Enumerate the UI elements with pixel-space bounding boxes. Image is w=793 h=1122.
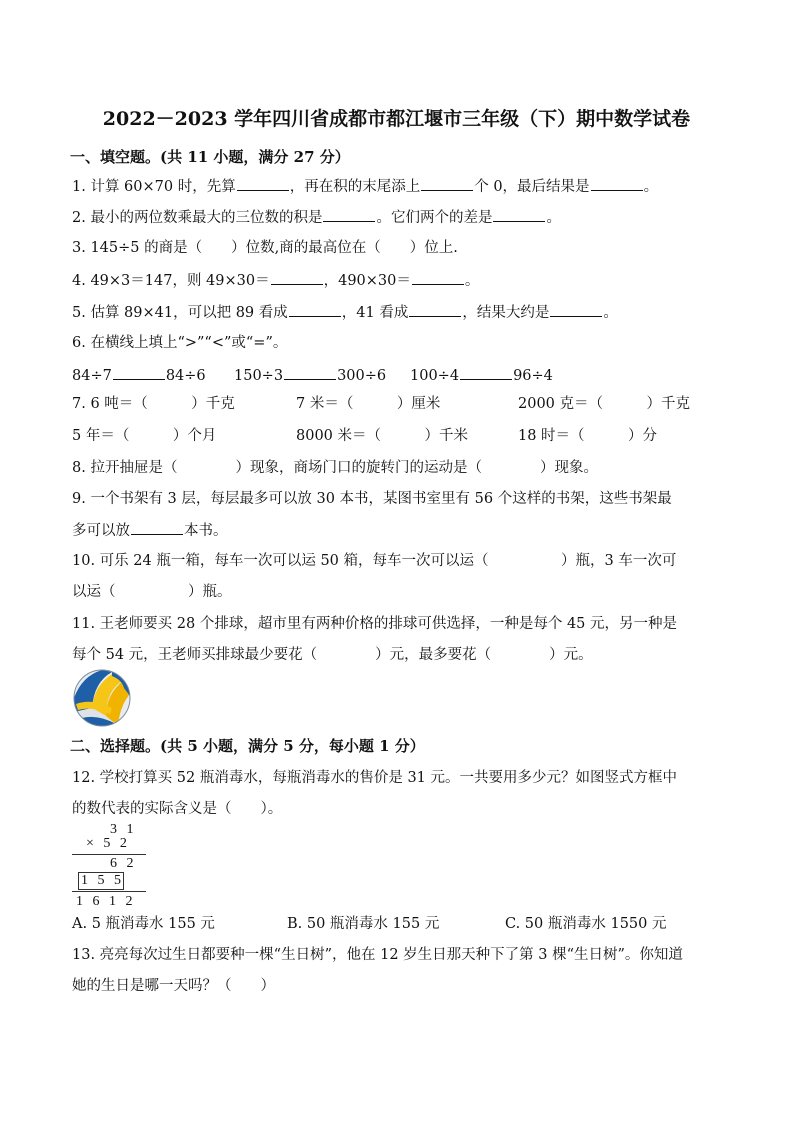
q9-text-a: 多可以放	[72, 523, 130, 539]
question-7-row2-col3: 18 时＝（ ）分	[518, 428, 658, 444]
question-3: 3. 145÷5 的商是（ ）位数,商的最高位在（ ）位上.	[72, 240, 458, 256]
vertical-row-4: 1 5 5	[81, 873, 124, 888]
answer-blank	[284, 365, 336, 380]
option-a: A. 5 瓶消毒水 155 元	[72, 916, 215, 932]
q2-text-c: 。	[546, 210, 561, 226]
section-1-heading: 一、填空题。(共 11 小题，满分 27 分）	[70, 148, 350, 166]
q4-text-a: 4. 49×3＝147，则 49×30＝	[72, 273, 270, 289]
page-title: 2022－2023 学年四川省成都市都江堰市三年级（下）期中数学试卷	[102, 108, 691, 130]
q5-text-c: ，结果大约是	[462, 305, 550, 321]
q5-text-a: 5. 估算 89×41，可以把 89 看成	[72, 305, 288, 321]
q1-text-a: 1. 计算 60×70 时，先算	[72, 179, 236, 195]
vertical-row-5: 1 6 1 2	[76, 894, 136, 909]
option-c: C. 50 瓶消毒水 1550 元	[505, 916, 667, 932]
q1-text-d: 。	[643, 179, 659, 195]
answer-blank	[421, 176, 473, 191]
q4-text-b: ，490×30＝	[323, 273, 411, 289]
question-11-line2: 每个 54 元，王老师买排球最少要花（ ）元，最多要花（ ）元。	[72, 647, 593, 663]
section-2-heading: 二、选择题。(共 5 小题，满分 5 分，每小题 1 分）	[70, 737, 425, 755]
question-7-row2-col2: 8000 米＝（ ）千米	[296, 428, 469, 444]
answer-blank	[271, 270, 323, 285]
q9-text-b: 本书。	[184, 523, 228, 539]
question-13-line2: 她的生日是哪一天吗？（ ）	[72, 978, 275, 994]
question-8: 8. 拉开抽屉是（ ）现象，商场门口的旋转门的运动是（ ）现象。	[72, 460, 598, 476]
vertical-row-2: × 5 2	[86, 836, 130, 851]
q2-text-a: 2. 最小的两位数乘最大的三位数的积是	[72, 210, 323, 226]
answer-blank	[237, 176, 289, 191]
vertical-row-1: 3 1	[110, 822, 137, 837]
volleyball-image	[72, 668, 132, 728]
question-10-line1: 10. 可乐 24 瓶一箱，每车一次可以运 50 箱，每车一次可以运（ ）瓶，3 车一次可	[72, 553, 677, 569]
option-b: B. 50 瓶消毒水 155 元	[287, 916, 440, 932]
question-7-row1-col3: 2000 克＝（ ）千克	[518, 396, 691, 412]
question-13-line1: 13. 亮亮每次过生日都要种一棵“生日树”，他在 12 岁生日那天种下了第 3 棵“生日树”。你知道	[72, 947, 683, 963]
q5-text-b: ，41 看成	[341, 305, 409, 321]
question-9-line1: 9. 一个书架有 3 层，每层最多可以放 30 本书，某图书室里有 56 个这样的书架，这些书架最	[72, 491, 672, 507]
answer-blank	[460, 365, 512, 380]
answer-blank	[323, 207, 375, 222]
answer-blank	[131, 520, 183, 535]
q1-text-b: ，再在积的末尾添上	[289, 179, 421, 195]
question-9-line2	[72, 520, 228, 541]
q1-text-c: 个 0，最后结果是	[474, 179, 590, 195]
vertical-rule	[72, 854, 146, 855]
answer-blank	[113, 365, 165, 380]
question-6-item-2	[234, 365, 386, 386]
question-12-line2: 的数代表的实际含义是（ ）。	[72, 801, 283, 817]
vertical-rule	[72, 891, 146, 892]
q4-text-c: 。	[464, 273, 480, 289]
question-1	[72, 176, 658, 197]
question-10-line2: 以运（ ）瓶。	[72, 584, 232, 600]
q6-item-2-right: 300÷6	[337, 368, 387, 384]
question-6: 6. 在横线上填上“>”“<”或“=”。	[72, 335, 288, 351]
q6-item-3-right: 96÷4	[513, 368, 553, 384]
q6-item-1-right: 84÷6	[165, 368, 206, 384]
question-7-row2-col1: 5 年＝（ ）个月	[72, 428, 217, 444]
question-4	[72, 270, 479, 291]
question-11-line1: 11. 王老师要买 28 个排球，超市里有两种价格的排球可供选择，一种是每个 45 元，另一种是	[72, 616, 678, 632]
question-7-row1-col2: 7 米＝（ ）厘米	[296, 396, 441, 412]
question-7-row1-col1: 7. 6 吨＝（ ）千克	[72, 396, 235, 412]
answer-blank	[550, 302, 602, 317]
q5-text-d: 。	[603, 305, 618, 321]
answer-blank	[409, 302, 461, 317]
answer-blank	[412, 270, 464, 285]
answer-blank	[493, 207, 545, 222]
question-12-line1: 12. 学校打算买 52 瓶消毒水，每瓶消毒水的售价是 31 元。一共要用多少元？如图竖式方框中	[72, 770, 678, 786]
q6-item-1-left: 84÷7	[72, 368, 112, 384]
question-5	[72, 302, 618, 323]
q6-item-2-left: 150÷3	[234, 368, 284, 384]
q6-item-3-left: 100÷4	[410, 368, 460, 384]
answer-blank	[591, 176, 643, 191]
vertical-row-3: 6 2	[110, 856, 137, 871]
question-6-items	[72, 365, 206, 386]
question-2	[72, 207, 561, 228]
vertical-multiplication	[72, 822, 162, 912]
question-6-item-3	[410, 365, 553, 386]
q2-text-b: 。它们两个的差是	[376, 210, 493, 226]
answer-blank	[289, 302, 341, 317]
